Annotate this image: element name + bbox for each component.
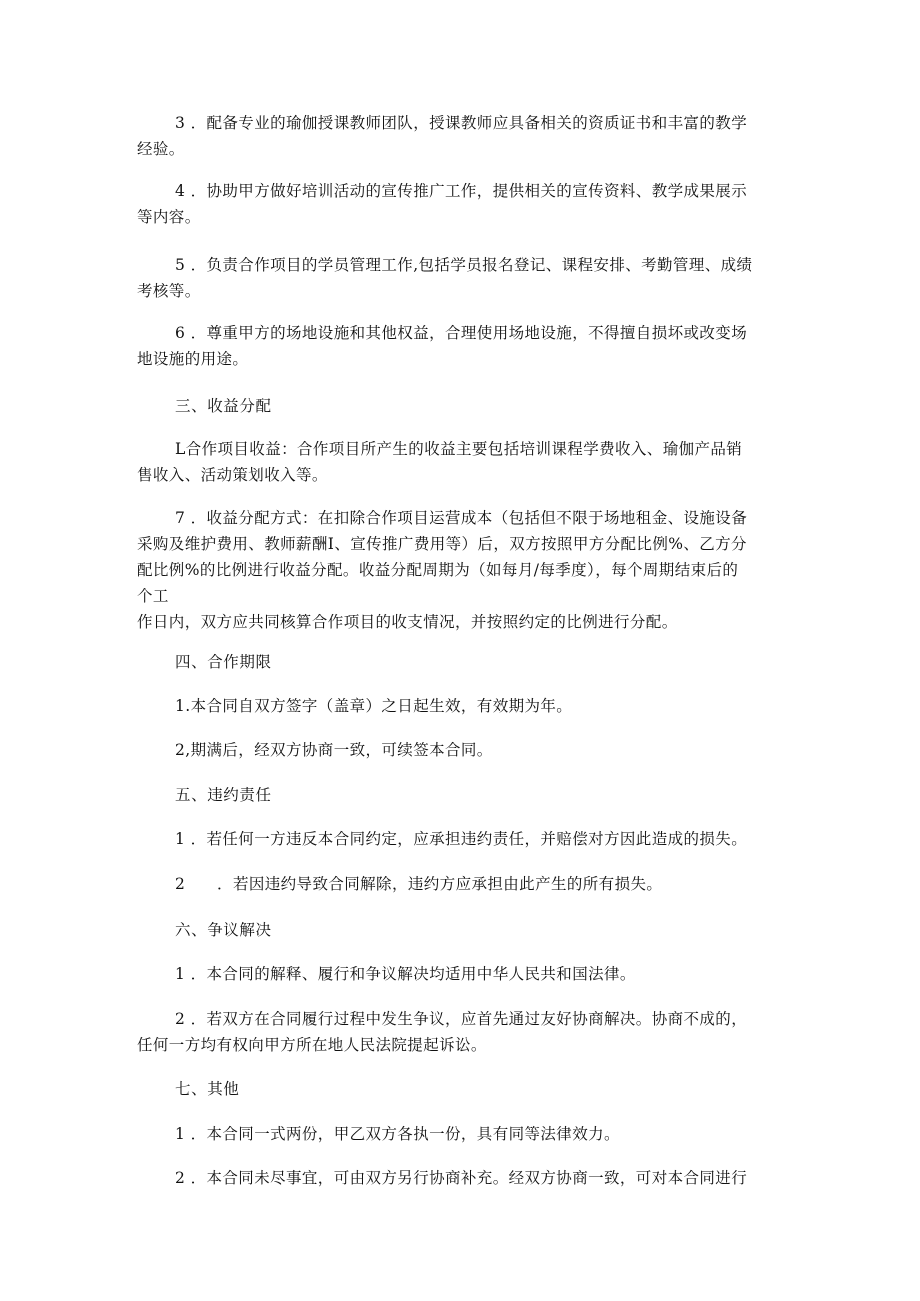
text-line: 6 ．尊重甲方的场地设施和其他权益，合理使用场地设施，不得擅自损坏或改变场 — [175, 324, 748, 342]
clause-item-3 — [137, 110, 785, 162]
text-line: 2 ．本合同未尽事宜，可由双方另行协商补充。经双方协商一致，可对本合同进行 — [175, 1169, 748, 1187]
text-line: 售收入、活动策划收入等。 — [137, 466, 328, 484]
clause-item-5 — [137, 252, 785, 304]
text-line: 2,期满后，经双方协商一致，可续签本合同。 — [175, 741, 493, 759]
text-line: 采购及维护费用、教师薪酬I、宣传推广费用等）后，双方按照甲方分配比例%、乙方分 — [137, 535, 747, 553]
other-item-1 — [137, 1121, 785, 1147]
text-line: 地设施的用途。 — [137, 350, 249, 368]
section-heading-other: 七、其他 — [175, 1080, 240, 1098]
clause-item-l — [137, 436, 785, 488]
term-item-2 — [137, 737, 785, 763]
clause-item-7 — [137, 505, 785, 635]
breach-item-1 — [137, 826, 785, 852]
section-heading-breach: 五、违约责任 — [175, 786, 272, 804]
text-line: 等内容。 — [137, 208, 201, 226]
other-item-2 — [137, 1165, 785, 1191]
term-item-1 — [137, 693, 785, 719]
text-line: 考核等。 — [137, 282, 201, 300]
breach-item-2 — [137, 871, 785, 897]
clause-item-6 — [137, 320, 785, 372]
text-line: 个工 — [137, 587, 169, 605]
text-line: 2 ．若双方在合同履行过程中发生争议，应首先通过友好协商解决。协商不成的， — [175, 1010, 748, 1028]
section-heading-term: 四、合作期限 — [175, 653, 272, 671]
text-line: L合作项目收益：合作项目所产生的收益主要包括培训课程学费收入、瑜伽产品销 — [175, 440, 743, 458]
clause-item-4 — [137, 178, 785, 230]
text-line: 1 ．本合同一式两份，甲乙双方各执一份，具有同等法律效力。 — [175, 1125, 620, 1143]
section-heading-dispute: 六、争议解决 — [175, 921, 272, 939]
text-line: 1 ．本合同的解释、履行和争议解决均适用中华人民共和国法律。 — [175, 965, 636, 983]
text-line: 7 ．收益分配方式：在扣除合作项目运营成本（包括但不限于场地租金、设施设备 — [175, 509, 748, 527]
text-line: 配比例%的比例进行收益分配。收益分配周期为（如每月/每季度），每个周期结束后的 — [137, 561, 739, 579]
text-line: 2 ．若因违约导致合同解除，违约方应承担由此产生的所有损失。 — [175, 875, 663, 893]
text-line: 作日内，双方应共同核算合作项目的收支情况，并按照约定的比例进行分配。 — [137, 613, 678, 631]
text-line: 5 ．负责合作项目的学员管理工作,包括学员报名登记、课程安排、考勤管理、成绩 — [175, 256, 753, 274]
dispute-item-1 — [137, 961, 785, 987]
text-line: 经验。 — [137, 140, 185, 158]
text-line: 3 ．配备专业的瑜伽授课教师团队，授课教师应具备相关的资质证书和丰富的教学 — [175, 114, 748, 132]
text-line: 任何一方均有权向甲方所在地人民法院提起诉讼。 — [137, 1036, 487, 1054]
text-line: 1.本合同自双方签字（盖章）之日起生效，有效期为年。 — [175, 697, 573, 715]
text-line: 4 ．协助甲方做好培训活动的宣传推广工作，提供相关的宣传资料、教学成果展示 — [175, 182, 748, 200]
section-heading-revenue: 三、收益分配 — [175, 397, 272, 415]
text-line: 1 ．若任何一方违反本合同约定，应承担违约责任，并赔偿对方因此造成的损失。 — [175, 830, 748, 848]
dispute-item-2 — [137, 1006, 785, 1058]
